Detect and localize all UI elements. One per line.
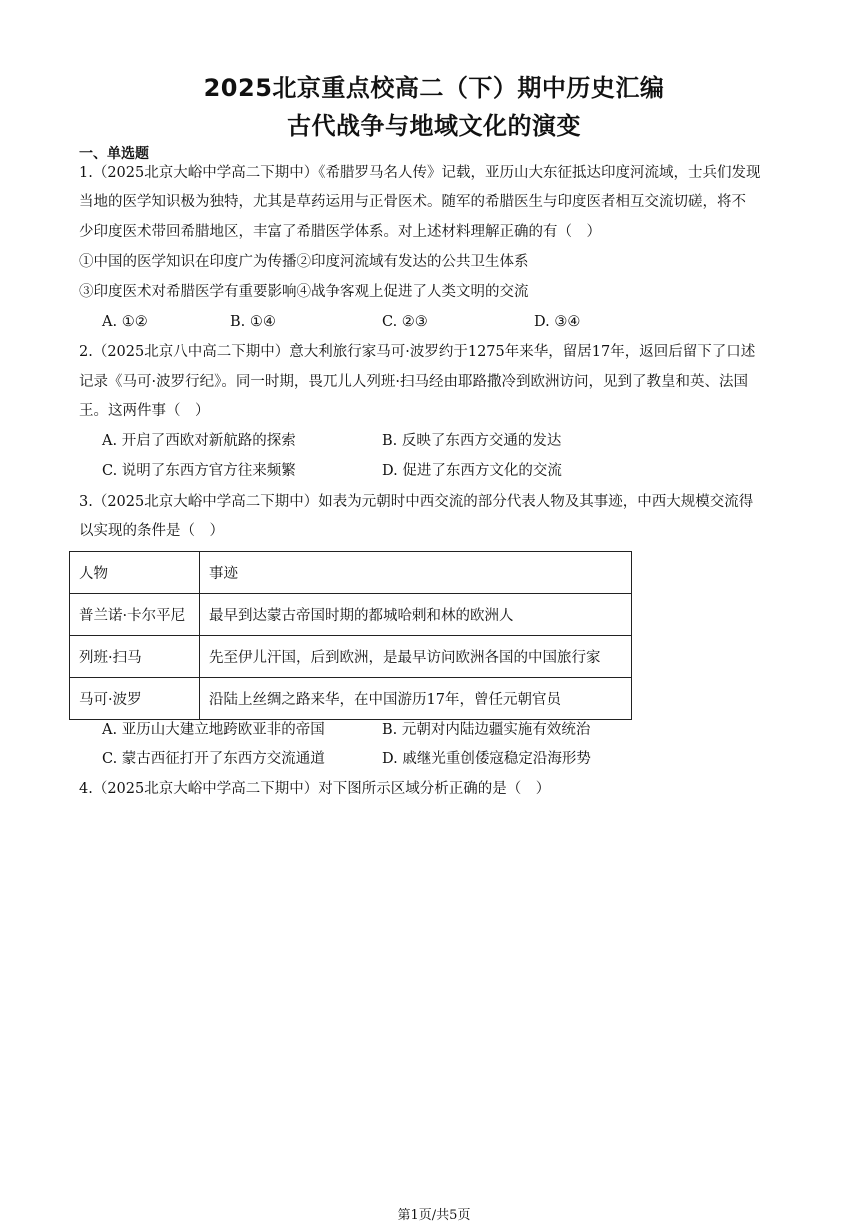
q3-option-c[interactable]: C. 蒙古西征打开了东西方交流通道 (102, 751, 325, 767)
q3-text-line: 3.（2025北京大峪中学高二下期中）如表为元朝时中西交流的部分代表人物及其事迹，中西大规模交流得 (79, 494, 754, 510)
q1-text-line: 1.（2025北京大峪中学高二下期中）《希腊罗马名人传》记载，亚历山大东征抵达印度河流域，士兵们发现 (79, 165, 761, 181)
table-cell: 普兰诺·卡尔平尼 (70, 594, 200, 636)
q2-option-c[interactable]: C. 说明了东西方官方往来频繁 (102, 463, 296, 479)
q1-statements-line: ③印度医术对希腊医学有重要影响④战争客观上促进了人类文明的交流 (79, 284, 529, 300)
q2-option-a[interactable]: A. 开启了西欧对新航路的探索 (102, 433, 296, 449)
document-subtitle: 古代战争与地域文化的演变 (287, 112, 581, 140)
table-header-cell: 人物 (70, 552, 200, 594)
q1-option-a[interactable]: A. ①② (102, 314, 148, 330)
q3-table (69, 551, 632, 720)
q2-text-line: 王。这两件事（ ） (79, 403, 210, 419)
q3-text-line: 以实现的条件是（ ） (79, 523, 224, 539)
q3-option-d[interactable]: D. 戚继光重创倭寇稳定沿海形势 (382, 751, 591, 767)
table-row (70, 636, 632, 678)
q1-text-line: 少印度医术带回希腊地区，丰富了希腊医学体系。对上述材料理解正确的有（ ） (79, 224, 601, 240)
q2-text-line: 2.（2025北京八中高二下期中）意大利旅行家马可·波罗约于1275年来华，留居17年，返回后留下了口述 (79, 344, 756, 360)
q1-statements-line: ①中国的医学知识在印度广为传播②印度河流域有发达的公共卫生体系 (79, 254, 529, 270)
q2-text-line: 记录《马可·波罗行纪》。同一时期，畏兀儿人列班·扫马经由耶路撒冷到欧洲访问，见到了教皇和英、法国 (79, 374, 748, 390)
q3-option-a[interactable]: A. 亚历山大建立地跨欧亚非的帝国 (102, 722, 325, 738)
table-header-row (70, 552, 632, 594)
table-row (70, 678, 632, 720)
q2-option-b[interactable]: B. 反映了东西方交通的发达 (382, 433, 562, 449)
q1-option-c[interactable]: C. ②③ (382, 314, 428, 330)
table-cell: 马可·波罗 (70, 678, 200, 720)
page-number: 第1页/共5页 (397, 1208, 471, 1223)
q1-option-d[interactable]: D. ③④ (534, 314, 581, 330)
table-header-cell: 事迹 (200, 552, 632, 594)
q1-text-line: 当地的医学知识极为独特，尤其是草药运用与正骨医术。随军的希腊医生与印度医者相互交流切磋，将不 (79, 194, 746, 210)
table-cell: 最早到达蒙古帝国时期的都城哈剌和林的欧洲人 (200, 594, 632, 636)
q4-text-line: 4.（2025北京大峪中学高二下期中）对下图所示区域分析正确的是（ ） (79, 781, 551, 797)
q3-option-b[interactable]: B. 元朝对内陆边疆实施有效统治 (382, 722, 591, 738)
table-cell: 先至伊儿汗国，后到欧洲，是最早访问欧洲各国的中国旅行家 (200, 636, 632, 678)
table-row (70, 594, 632, 636)
table-cell: 列班·扫马 (70, 636, 200, 678)
table-cell: 沿陆上丝绸之路来华，在中国游历17年，曾任元朝官员 (200, 678, 632, 720)
q1-option-b[interactable]: B. ①④ (230, 314, 276, 330)
q2-option-d[interactable]: D. 促进了东西方文化的交流 (382, 463, 562, 479)
section-heading: 一、单选题 (79, 146, 149, 162)
document-title: 2025北京重点校高二（下）期中历史汇编 (203, 74, 665, 102)
